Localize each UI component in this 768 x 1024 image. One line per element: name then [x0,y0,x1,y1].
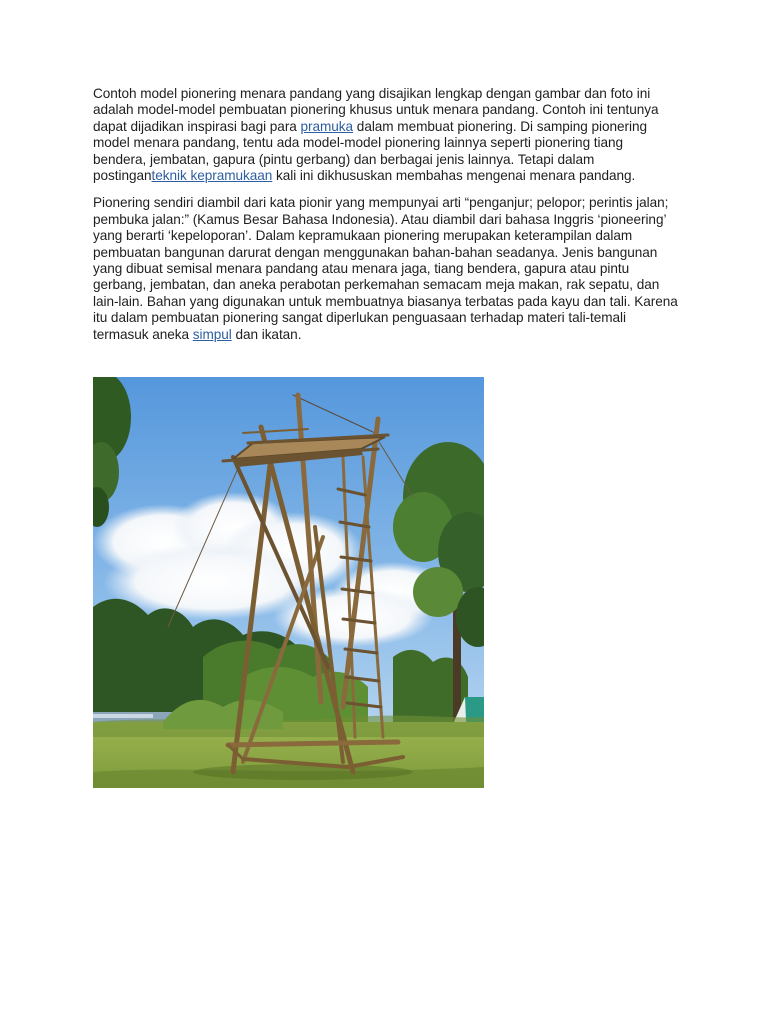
link-pramuka[interactable]: pramuka [300,118,354,134]
document-body [93,86,678,343]
paragraph-text: kali ini dikhususkan membahas mengenai menara pandang. [272,168,636,184]
paragraph-text: dalam membuat pionering. Di samping pionering model menara pandang, tentu ada model-model pionering lainnya seperti pionering tiang bendera, jembatan, gapura (pintu gerbang) dan berbagai jenis lainnya. Tetapi dalam postingan [93,118,647,184]
paragraph-text: Pionering sendiri diambil dari kata pionir yang mempunyai arti “penganjur; pelopor; perintis jalan; pembuka jalan:” (Kamus Besar Bahasa Indonesia). Atau diambil dari bahasa Inggris ‘pioneering’ yang berarti ‘kepeloporan’. Dalam kepramukaan pionering merupakan keterampilan dalam pembuatan bangunan darurat dengan menggunakan bahan-bahan seadanya. Jenis bangunan yang dibuat semisal menara pandang atau menara jaga, tiang bendera, gapura atau pintu gerbang, jembatan, dan aneka perabotan perkemahan semacam meja makan, rak sepatu, dan lain-lain. Bahan yang digunakan untuk membuatnya biasanya terbatas pada kayu dan tali. Karena itu dalam pembuatan pionering sangat diperlukan penguasaan terhadap materi tali-temali termasuk aneka [93,195,678,342]
paragraph-text: dan ikatan. [231,326,302,342]
link-simpul[interactable]: simpul [192,326,232,342]
paragraph-definition [93,195,678,343]
paragraph-text: Contoh model pionering menara pandang yang disajikan lengkap dengan gambar dan foto ini adalah model-model pembuatan pionering khusus untuk menara pandang. Contoh ini tentunya dapat dijadikan inspirasi bagi para [93,86,659,134]
paragraph-intro [93,86,678,184]
watchtower-photo [93,377,484,788]
link-teknik-kepramukaan[interactable]: teknik kepramukaan [151,168,273,184]
